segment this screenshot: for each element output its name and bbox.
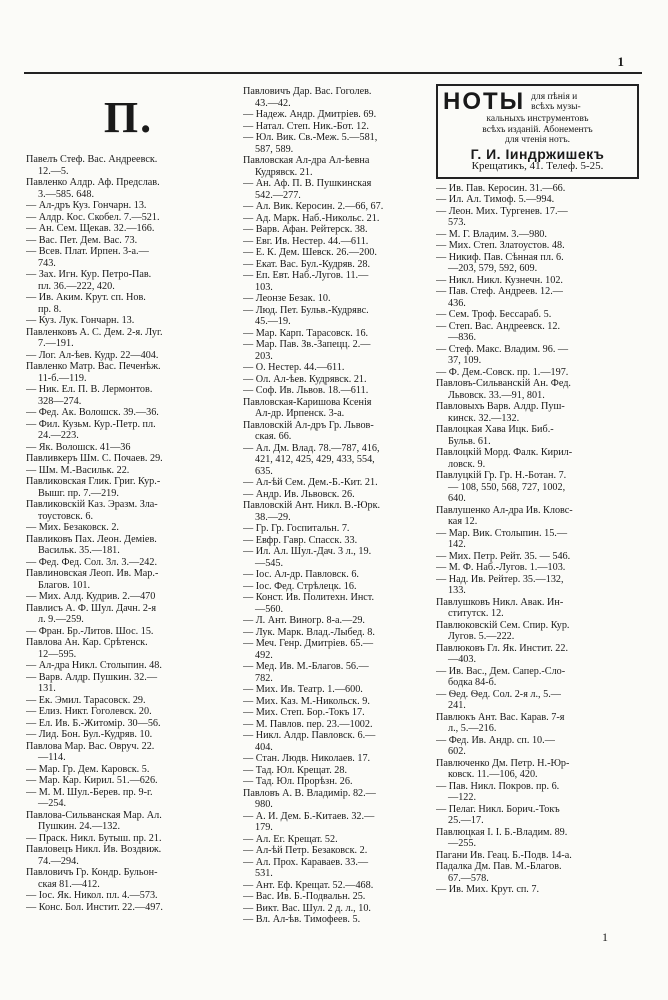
directory-sub-entry: — Тад. Юл. Крещат. 28. [243, 764, 348, 776]
directory-entry: Павловыхъ Варв. Алдр. Пуш- [436, 401, 565, 412]
directory-sub-entry: — Алдр. Кос. Скобел. 7.—521. [26, 211, 160, 223]
column-3 [436, 84, 641, 896]
directory-sub-entry: — Праск. Никл. Бутыш. пр. 21. [26, 832, 162, 844]
ad-tail-line: для чтенія нотъ. [504, 135, 571, 145]
entry-continuation: ститутск. 12. [448, 608, 504, 619]
directory-sub-entry: — Надеж. Андр. Дмитріев. 69. [243, 109, 377, 120]
directory-sub-entry: — Еп. Евт. Наб.-Лугов. 11.— [243, 270, 369, 281]
directory-sub-entry: — Мед. Ив. М.-Благов. 56.— [243, 661, 369, 672]
entry-continuation: 103. [255, 281, 273, 293]
directory-sub-entry: — Варв. Алдр. Пушкин. 32.— [26, 671, 158, 683]
directory-entry: Падалка Дм. Пав. М.-Благов. [436, 861, 562, 872]
entry-continuation: 25.—17. [448, 815, 484, 826]
entry-continuation: 67.—578. [448, 872, 489, 884]
column-1-entries [26, 154, 231, 913]
directory-sub-entry: — Ал-дра Никл. Столыпин. 48. [26, 660, 162, 671]
directory-sub-entry: — Лид. Бон. Бул.-Кудряв. 10. [26, 729, 153, 740]
directory-sub-entry: — Никл. Алдр. Павловск. 6.— [243, 730, 376, 741]
entry-continuation: 436. [448, 297, 466, 309]
column-3-entries [436, 183, 641, 896]
entry-continuation: Бульв. 61. [448, 435, 491, 447]
ad-description [531, 92, 581, 113]
directory-sub-entry: — Мих. Каз. М.-Никольск. 9. [243, 695, 370, 707]
entry-continuation: 37, 109. [448, 355, 482, 366]
entry-continuation: 12—595. [38, 648, 77, 660]
entry-continuation: 640. [448, 493, 466, 504]
directory-sub-entry: — Тад. Юл. Прорѣзн. 26. [243, 776, 353, 787]
directory-entry: Павлюковскій Сем. Спир. Кур. [436, 619, 570, 631]
entry-continuation: 12.—5. [38, 165, 69, 177]
directory-sub-entry: — Евг. Ив. Нестер. 44.—611. [243, 235, 369, 247]
directory-sub-entry: — Пав. Никл. Покров. пр. 6. [436, 780, 560, 792]
directory-sub-entry: — Мар. Вик. Столыпин. 15.— [436, 527, 568, 539]
directory-sub-entry: — Екат. Вас. Бул.-Кудряв. 28. [243, 258, 371, 270]
directory-sub-entry: — Лог. Ал-ѣев. Кудр. 22—404. [26, 349, 159, 361]
directory-entry: Павликовская Глик. Григ. Кур.- [26, 476, 161, 487]
directory-sub-entry: — Фед. Ив. Андр. сп. 10.— [436, 734, 555, 746]
directory-sub-entry: — Ив. Мих. Крут. сп. 7. [436, 884, 540, 895]
directory-entry: Павликовъ Пах. Леон. Деміев. [26, 533, 157, 545]
directory-sub-entry: — Іос. Ал-др. Павловск. 6. [243, 569, 359, 580]
directory-entry: Павлисъ А. Ф. Шул. Дачн. 2-я [26, 602, 157, 614]
directory-sub-entry: — Стеф. Макс. Владим. 96. — [436, 343, 569, 355]
directory-sub-entry: — Ил. Ал. Шул.-Дач. 3 л., 19. [243, 546, 372, 557]
directory-sub-entry: — Ѳед. Ѳед. Сол. 2-я л., 5.— [436, 688, 561, 700]
directory-entry: Павловичъ Гр. Кондр. Бульон- [26, 867, 158, 878]
entry-continuation: бодка 84-б. [448, 677, 497, 688]
directory-entry: Павловская Ал-дра Ал-ѣевна [243, 155, 370, 166]
directory-sub-entry: — Ал. Вик. Керосин. 2.—66, 67. [243, 201, 384, 212]
entry-continuation: —403. [448, 654, 477, 665]
ad-merchant-name: Г. И. Іиндржишекъ [470, 145, 605, 162]
directory-sub-entry: — Фран. Бр.-Литов. Шос. 15. [26, 625, 154, 637]
directory-sub-entry: — Іос. Фед. Стрѣлецк. 16. [243, 580, 357, 592]
ad-notes-title: НОТЫ [443, 88, 526, 115]
directory-sub-entry: — М. Г. Владим. 3.—980. [436, 228, 547, 240]
entry-continuation: 782. [255, 672, 273, 684]
directory-sub-entry: — Андр. Ив. Львовск. 26. [243, 488, 355, 500]
directory-sub-entry: — М. Ф. Наб.-Лугов. 1.—103. [436, 562, 566, 573]
directory-sub-entry: — Е. К. Дем. Шевск. 26.—200. [243, 247, 377, 258]
directory-sub-entry: — Ал. Дм. Влад. 78.—787, 416, [243, 442, 380, 454]
entry-continuation: 587, 589. [255, 143, 294, 155]
entry-continuation: л. 9.—259. [38, 614, 84, 625]
entry-continuation: ская. 66. [255, 431, 292, 442]
directory-sub-entry: — Мар. Гр. Дем. Каровск. 5. [26, 763, 150, 775]
directory-sub-entry: — Сем. Троф. Бессараб. 5. [436, 309, 552, 320]
column-2-entries [243, 86, 433, 926]
directory-sub-entry: — Ел. Ив. Б.-Житомір. 30—56. [26, 717, 161, 729]
page-number-top: 1 [617, 54, 624, 69]
directory-entry: Павлушенко Ал-дра Ив. Кловс- [436, 504, 573, 516]
entry-continuation: ская 81.—412. [38, 878, 100, 890]
entry-continuation: —254. [38, 798, 67, 809]
entry-continuation: 203. [255, 350, 273, 362]
directory-sub-entry: — Мар. Карп. Тарасовск. 16. [243, 327, 369, 339]
directory-sub-entry: — Фил. Кузьм. Кур.-Петр. пл. [26, 418, 156, 430]
directory-sub-entry: — А. И. Дем. Б.-Китаев. 32.— [243, 810, 375, 822]
entry-continuation: 328—274. [38, 395, 82, 407]
entry-continuation: —203, 579, 592, 609. [448, 263, 538, 274]
directory-sub-entry: — Степ. Вас. Андреевск. 12. [436, 320, 561, 332]
ad-tail-line: всѣхъ изданій. Абонементъ [482, 124, 593, 135]
directory-sub-entry: — Конс. Бол. Инстит. 22.—497. [26, 901, 163, 913]
directory-sub-entry: — Ад. Марк. Наб.-Никольс. 21. [243, 212, 380, 224]
entry-continuation: 45.—19. [255, 316, 291, 327]
directory-sub-entry: — Пав. Стеф. Андреев. 12.— [436, 286, 563, 297]
entry-continuation: —545. [255, 557, 284, 569]
directory-sub-entry: — Куз. Лук. Гончарн. 13. [26, 315, 135, 326]
directory-entry: Павлюковъ Гл. Як. Инстит. 22. [436, 642, 569, 654]
directory-entry: Павлюкъ Ант. Вас. Карав. 7-я [436, 711, 565, 723]
directory-sub-entry: — Гр. Гр. Госпитальн. 7. [243, 523, 350, 534]
entry-continuation: 24.—223. [38, 430, 79, 441]
entry-continuation: тоустовск. 6. [38, 510, 94, 522]
entry-continuation: —114. [38, 752, 66, 763]
entry-continuation: пл. 36.—222, 420. [38, 280, 115, 292]
directory-sub-entry: — М. М. Шул.-Берев. пр. 9-г. [26, 786, 153, 798]
directory-sub-entry: — Леон. Мих. Тургенев. 17.— [436, 205, 568, 217]
directory-sub-entry: — Ан. Сем. Щекав. 32.—166. [26, 223, 155, 234]
directory-sub-entry: — О. Нестер. 44.—611. [243, 362, 345, 373]
header-rule [24, 72, 642, 74]
entry-continuation: 241. [448, 700, 466, 711]
entry-continuation: Пушкин. 24.—132. [38, 821, 120, 832]
directory-sub-entry: — Ол. Ал-ѣев. Кудрявск. 21. [243, 373, 367, 385]
ad-desc-line: кальныхъ инструментовъ [486, 114, 589, 124]
entry-continuation: ловск. 9. [448, 458, 486, 470]
directory-sub-entry: — Натал. Степ. Ник.-Бот. 12. [243, 120, 369, 132]
entry-continuation: 131. [38, 683, 56, 694]
directory-sub-entry: — Зах. Игн. Кур. Петро-Пав. [26, 269, 152, 280]
entry-continuation: Благов. 101. [38, 579, 91, 591]
directory-sub-entry: — Никиф. Пав. Сѣнная пл. 6. [436, 251, 564, 263]
directory-sub-entry: — Ник. Ел. П. В. Лермонтов. [26, 384, 153, 395]
directory-sub-entry: — Фед. Ак. Волошск. 39.—36. [26, 407, 159, 418]
directory-sub-entry: — Мих. Ив. Театр. 1.—600. [243, 684, 363, 695]
column-1 [26, 80, 231, 913]
entry-continuation: 74.—294. [38, 855, 79, 867]
directory-sub-entry: — Вл. Ал-ѣв. Тимофеев. 5. [243, 914, 361, 925]
directory-sub-entry: — Ив. Вас., Дем. Сапер.-Сло- [436, 665, 566, 677]
directory-sub-entry: — Ек. Эмил. Тарасовск. 29. [26, 694, 146, 706]
directory-sub-entry: — Никл. Никл. Кузнечн. 102. [436, 274, 563, 286]
directory-sub-entry: — Мих. Алд. Кудрив. 2.—470 [26, 591, 156, 602]
entry-continuation: 133. [448, 585, 466, 596]
entry-continuation: 179. [255, 822, 273, 833]
directory-sub-entry: — Ал-ѣй Сем. Дем.-Б.-Кит. 21. [243, 477, 378, 488]
section-letter: П. [103, 93, 154, 142]
directory-sub-entry: — Ал-дръ Куз. Гончарн. 13. [26, 200, 147, 211]
directory-entry: Павлушковъ Никл. Авак. Ин- [436, 596, 564, 608]
directory-sub-entry: — М. Павлов. пер. 23.—1002. [243, 718, 373, 730]
ad-header [443, 90, 632, 114]
directory-entry: Павленко Матр. Вас. Печенѣж. [26, 361, 161, 372]
entry-continuation: 7.—191. [38, 338, 74, 349]
directory-sub-entry: — Мих. Безаковск. 2. [26, 522, 119, 533]
directory-entry: Павлова Мар. Вас. Овруч. 22. [26, 740, 155, 752]
directory-sub-entry: — Мар. Кар. Кирил. 51.—626. [26, 775, 158, 786]
directory-entry: Павловецъ Никл. Ив. Воздвиж. [26, 844, 162, 855]
column-2 [243, 86, 433, 926]
directory-entry: Павлюченко Дм. Петр. Н.-Юр- [436, 757, 570, 769]
directory-entry: Павловичъ Дар. Вас. Гоголев. [243, 86, 372, 97]
entry-continuation: —836. [448, 332, 477, 343]
directory-entry: Павелъ Стеф. Вас. Андреевск. [26, 154, 158, 165]
directory-sub-entry: — Ил. Ал. Тимоф. 5.—994. [436, 194, 555, 205]
directory-sub-entry: — Евфр. Гавр. Спасск. 33. [243, 534, 358, 546]
directory-sub-entry: — Леонзе Безак. 10. [243, 293, 331, 304]
entry-continuation: 635. [255, 465, 273, 477]
directory-sub-entry: — Ал. Ег. Крещат. 52. [243, 833, 338, 845]
entry-continuation: —255. [448, 838, 477, 849]
entry-continuation: кая 12. [448, 516, 478, 527]
directory-sub-entry: — Мих. Петр. Рейт. 35. — 546. [436, 550, 571, 562]
entry-continuation: 492. [255, 649, 273, 661]
directory-entry: Павликовскій Каз. Эразм. Зла- [26, 499, 158, 510]
entry-continuation: Лугов. 5.—222. [448, 631, 515, 642]
directory-entry: Павлова-Сильванская Мар. Ал. [26, 809, 162, 821]
entry-continuation: — 108, 550, 568, 727, 1002, [448, 481, 566, 493]
directory-sub-entry: — Люд. Пет. Бульв.-Кудрявс. [243, 304, 369, 316]
directory-entry: Павлюцкая І. І. Б.-Владим. 89. [436, 826, 568, 838]
directory-sub-entry: — Ант. Еф. Крещат. 52.—468. [243, 879, 374, 891]
directory-entry: Павловскій Ал-дръ Гр. Львов- [243, 419, 374, 431]
entry-continuation: 542.—277. [255, 189, 301, 201]
entry-continuation: л., 5.—216. [448, 723, 497, 734]
entry-continuation: Кудрявск. 21. [255, 166, 313, 178]
entry-continuation: —560. [255, 603, 284, 615]
entry-continuation: Васильк. 35.—181. [38, 545, 120, 556]
directory-sub-entry: — Фед. Фед. Сол. 3л. 3.—242. [26, 556, 158, 568]
directory-sub-entry: — Ан. Аф. П. В. Пушкинская [243, 178, 372, 189]
directory-entry: Павлиновская Леоп. Ив. Мар.- [26, 568, 159, 579]
directory-entry: Павлоцкій Морд. Фалк. Кирил- [436, 447, 573, 458]
directory-entry: Павловъ А. В. Владимір. 82.— [243, 787, 376, 799]
directory-entry: Павленковъ А. С. Дем. 2-я. Луг. [26, 326, 163, 338]
entry-continuation: 980. [255, 799, 273, 810]
entry-continuation: Вышг. пр. 7.—219. [38, 487, 119, 499]
entry-continuation: 38.—29. [255, 511, 291, 523]
entry-continuation: 142. [448, 539, 466, 550]
directory-sub-entry: — Елиз. Никт. Гоголевск. 20. [26, 706, 152, 717]
ad-desc-line: всѣхъ музы- [531, 102, 581, 112]
page-number-bottom: 1 [602, 930, 608, 944]
directory-entry: Павливкеръ Шм. С. Почаев. 29. [26, 453, 163, 464]
advertisement-box [436, 84, 639, 179]
directory-sub-entry: — Ив. Пав. Керосин. 31.—66. [436, 182, 566, 194]
entry-continuation: 404. [255, 741, 273, 753]
entry-continuation: 743. [38, 257, 56, 269]
directory-sub-entry: — Стан. Людв. Николаев. 17. [243, 753, 371, 764]
directory-sub-entry: — Соф. Ив. Львов. 18.—611. [243, 385, 369, 396]
directory-entry: Павлуцкій Гр. Гр. Н.-Ботан. 7. [436, 470, 567, 481]
directory-sub-entry: — Над. Ив. Рейтер. 35.—132, [436, 573, 564, 585]
entry-continuation: 3.—585. 648. [38, 188, 95, 200]
directory-sub-entry: — Ф. Дем.-Совск. пр. 1.—197. [436, 366, 569, 378]
directory-sub-entry: — Конст. Ив. Политехн. Инст. [243, 592, 375, 603]
entry-continuation: 531. [255, 868, 273, 879]
entry-continuation: кинск. 32.—132. [448, 412, 520, 424]
entry-continuation: 11-б.—119. [38, 372, 87, 384]
directory-sub-entry: — Ив. Аким. Крут. сп. Нов. [26, 292, 146, 303]
directory-entry: Павловскій Ант. Никл. В.-Юрк. [243, 500, 381, 511]
directory-sub-entry: — Всев. Плат. Ирпен. 3-а.— [26, 246, 149, 257]
entry-continuation: пр. 8. [38, 303, 62, 315]
entry-continuation: —122. [448, 792, 477, 803]
entry-continuation: ковск. 11.—106, 420. [448, 769, 538, 780]
directory-entry: Павлова Ан. Кар. Срѣтенск. [26, 637, 148, 648]
entry-continuation: Ал-др. Ирпенск. 3-а. [255, 408, 345, 419]
entry-continuation: 421, 412, 425, 429, 433, 554, [255, 454, 375, 465]
entry-continuation: 573. [448, 217, 466, 228]
directory-sub-entry: — Вас. Ив. Б.-Подвальн. 25. [243, 891, 366, 902]
directory-sub-entry: — Л. Ант. Виногр. 8-а.—29. [243, 615, 365, 626]
directory-sub-entry: — Лук. Марк. Влад.-Лыбед. 8. [243, 626, 375, 638]
directory-sub-entry: — Вас. Пет. Дем. Вас. 73. [26, 234, 138, 246]
directory-sub-entry: — Мих. Степ. Бор.-Токъ 17. [243, 707, 365, 718]
directory-sub-entry: — Ал. Прох. Караваев. 33.— [243, 856, 369, 868]
directory-sub-entry: — Викт. Вас. Шул. 2 д. л., 10. [243, 902, 371, 914]
directory-sub-entry: — Варв. Афан. Рейтерск. 38. [243, 224, 368, 235]
directory-sub-entry: — Мих. Степ. Златоустов. 48. [436, 240, 565, 251]
directory-entry: Павловъ-Сильванскій Ан. Фед. [436, 378, 571, 389]
directory-entry: Павлоцкая Хава Ицк. Биб.- [436, 424, 554, 435]
directory-sub-entry: — Юл. Вик. Св.-Меж. 5.—581, [243, 132, 378, 143]
ad-desc-line: для пѣнія и [531, 91, 578, 102]
directory-sub-entry: — Шм. М.-Васильк. 22. [26, 464, 130, 476]
entry-continuation: Львовск. 33.—91, 801. [448, 389, 545, 401]
directory-sub-entry: — Ал-ѣй Петр. Безаковск. 2. [243, 845, 368, 856]
directory-entry: Пагани Ив. Геац. Б.-Подв. 14-а. [436, 849, 572, 861]
directory-sub-entry: — Меч. Генр. Дмитріев. 65.— [243, 638, 374, 649]
ad-address: Крещатикъ, 41. Телеф. 5-25. [471, 159, 604, 172]
entry-continuation: 43.—42. [255, 97, 291, 109]
directory-sub-entry: — Іос. Як. Никол. пл. 4.—573. [26, 890, 158, 901]
directory-sub-entry: — Пелаг. Никл. Борич.-Токъ [436, 803, 560, 815]
directory-entry: Павловская-Каришова Ксенія [243, 396, 372, 408]
directory-sub-entry: — Мар. Пав. Зв.-Запецц. 2.— [243, 339, 371, 350]
entry-continuation: 602. [448, 746, 466, 757]
directory-sub-entry: — Як. Волошск. 41—36 [26, 441, 131, 453]
directory-entry: Павленко Алдр. Аф. Предслав. [26, 177, 160, 188]
